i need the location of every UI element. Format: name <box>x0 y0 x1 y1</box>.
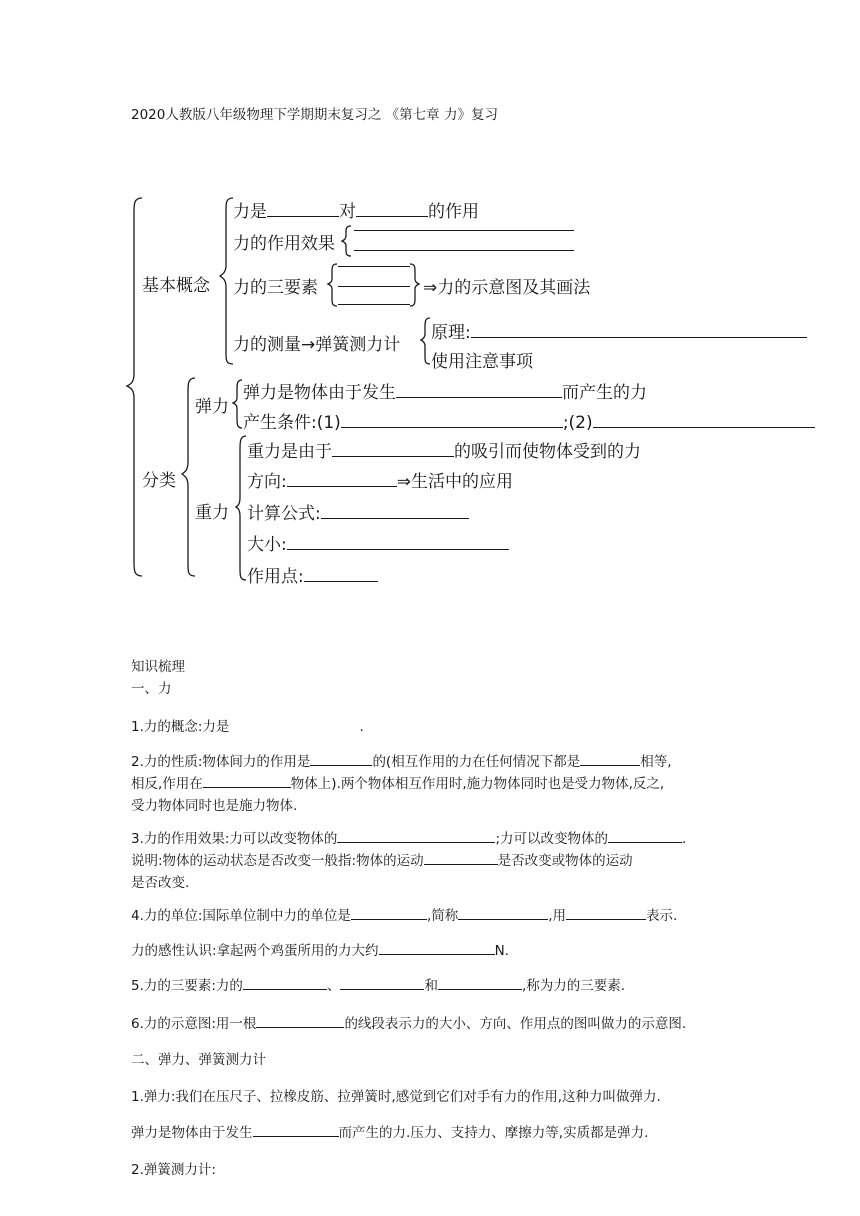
size-row: 大小: <box>247 530 509 555</box>
blank <box>580 752 640 767</box>
paragraph-1: 1.力的概念:力是 . <box>131 719 364 735</box>
spring-scale-heading: 2.弹簧测力计: <box>131 1162 216 1178</box>
blank <box>608 829 682 844</box>
blank <box>471 320 807 338</box>
three-elements-label: 力的三要素 <box>233 278 318 298</box>
classify-brace <box>182 378 195 576</box>
direction-row: 方向: ⇒生活中的应用 <box>247 467 513 492</box>
paragraph-6: 6.力的示意图:用一根 的线段表示力的大小、方向、作用点的图叫做力的示意图. <box>131 1012 686 1032</box>
effect-label: 力的作用效果 <box>233 234 335 254</box>
blank <box>341 410 563 428</box>
blank-line <box>354 230 574 231</box>
paragraph-3-line-2: 说明:物体的运动状态是否改变一般指:物体的运动 是否改变或物体的运动 <box>131 849 633 869</box>
measure-label: 力的测量→弹簧测力计 <box>233 335 401 355</box>
effect-brace <box>342 226 351 256</box>
blank <box>267 199 339 217</box>
notes-heading: 知识梳理 <box>131 659 185 675</box>
blank <box>438 976 522 991</box>
basic-concept-brace <box>220 198 233 364</box>
blank <box>424 851 498 866</box>
elastic-paragraph-1: 1.弹力:我们在压尺子、拉橡皮筋、拉弹簧时,感觉到它们对手有力的作用,这种力叫做弹力. <box>131 1089 661 1105</box>
elastic-paragraph-2: 弹力是物体由于发生 而产生的力.压力、支持力、摩擦力等,实质都是弹力. <box>131 1121 648 1141</box>
elastic-label: 弹力 <box>195 397 229 417</box>
blank <box>396 380 562 398</box>
blank <box>351 906 427 921</box>
blank <box>340 976 424 991</box>
page-title: 2020人教版八年级物理下学期期末复习之 《第七章 力》复习 <box>131 107 498 123</box>
paragraph-3-line-1: 3.力的作用效果:力可以改变物体的 ;力可以改变物体的 . <box>131 827 686 847</box>
blank <box>203 774 291 789</box>
blank <box>356 199 428 217</box>
paragraph-4-extra: 力的感性认识:拿起两个鸡蛋所用的力大约 N. <box>131 939 509 959</box>
diagram-method: ⇒力的示意图及其画法 <box>423 278 591 298</box>
blank-line <box>338 286 410 287</box>
force-definition-row: 力是 对 的作用 <box>233 197 479 222</box>
blank <box>332 439 454 457</box>
gravity-brace <box>236 436 246 580</box>
usage-label: 使用注意事项 <box>431 352 533 372</box>
blank <box>566 906 646 921</box>
paragraph-2-line-1: 2.力的性质:物体间力的作用是 的(相互作用的力在任何情况下都是 相等, <box>131 750 672 770</box>
blank <box>310 752 372 767</box>
blank <box>593 410 815 428</box>
blank <box>458 906 548 921</box>
blank <box>287 532 509 550</box>
blank-line <box>338 266 410 267</box>
gravity-label: 重力 <box>195 503 229 523</box>
section-heading-force: 一、力 <box>131 681 172 697</box>
paragraph-2-line-3: 受力物体同时也是施力物体. <box>131 798 298 814</box>
paragraph-4: 4.力的单位:国际单位制中力的单位是 ,简称 ,用 表示. <box>131 904 677 924</box>
blank-line <box>338 304 410 305</box>
blank <box>253 1123 339 1138</box>
measure-brace <box>421 318 430 364</box>
three-elements-brace-right <box>410 264 419 306</box>
principle-row: 原理: <box>431 318 807 343</box>
paragraph-3-line-3: 是否改变. <box>131 875 190 891</box>
paragraph-2-line-2: 相反,作用在 物体上).两个物体相互作用时,施力物体同时也是受力物体,反之, <box>131 772 664 792</box>
outer-brace <box>127 198 142 576</box>
blank <box>243 976 327 991</box>
conditions-row: 产生条件:(1) ;(2) <box>243 408 815 433</box>
section-heading-elastic: 二、弹力、弹簧测力计 <box>131 1052 266 1068</box>
blank <box>337 829 495 844</box>
classify-label: 分类 <box>142 471 176 491</box>
formula-row: 计算公式: <box>247 499 469 524</box>
elastic-definition-row: 弹力是物体由于发生 而产生的力 <box>243 378 647 403</box>
basic-concept-label: 基本概念 <box>142 276 210 296</box>
three-elements-brace-left <box>328 264 337 306</box>
blank <box>287 469 397 487</box>
blank <box>321 501 469 519</box>
blank <box>379 941 495 956</box>
gravity-definition-row: 重力是由于 的吸引而使物体受到的力 <box>247 437 641 462</box>
blank <box>256 1014 344 1029</box>
paragraph-5: 5.力的三要素:力的 、 和 ,称为力的三要素. <box>131 974 625 994</box>
point-row: 作用点: <box>247 562 378 587</box>
elastic-brace <box>233 380 242 428</box>
blank-line <box>354 250 574 251</box>
blank <box>304 564 378 582</box>
